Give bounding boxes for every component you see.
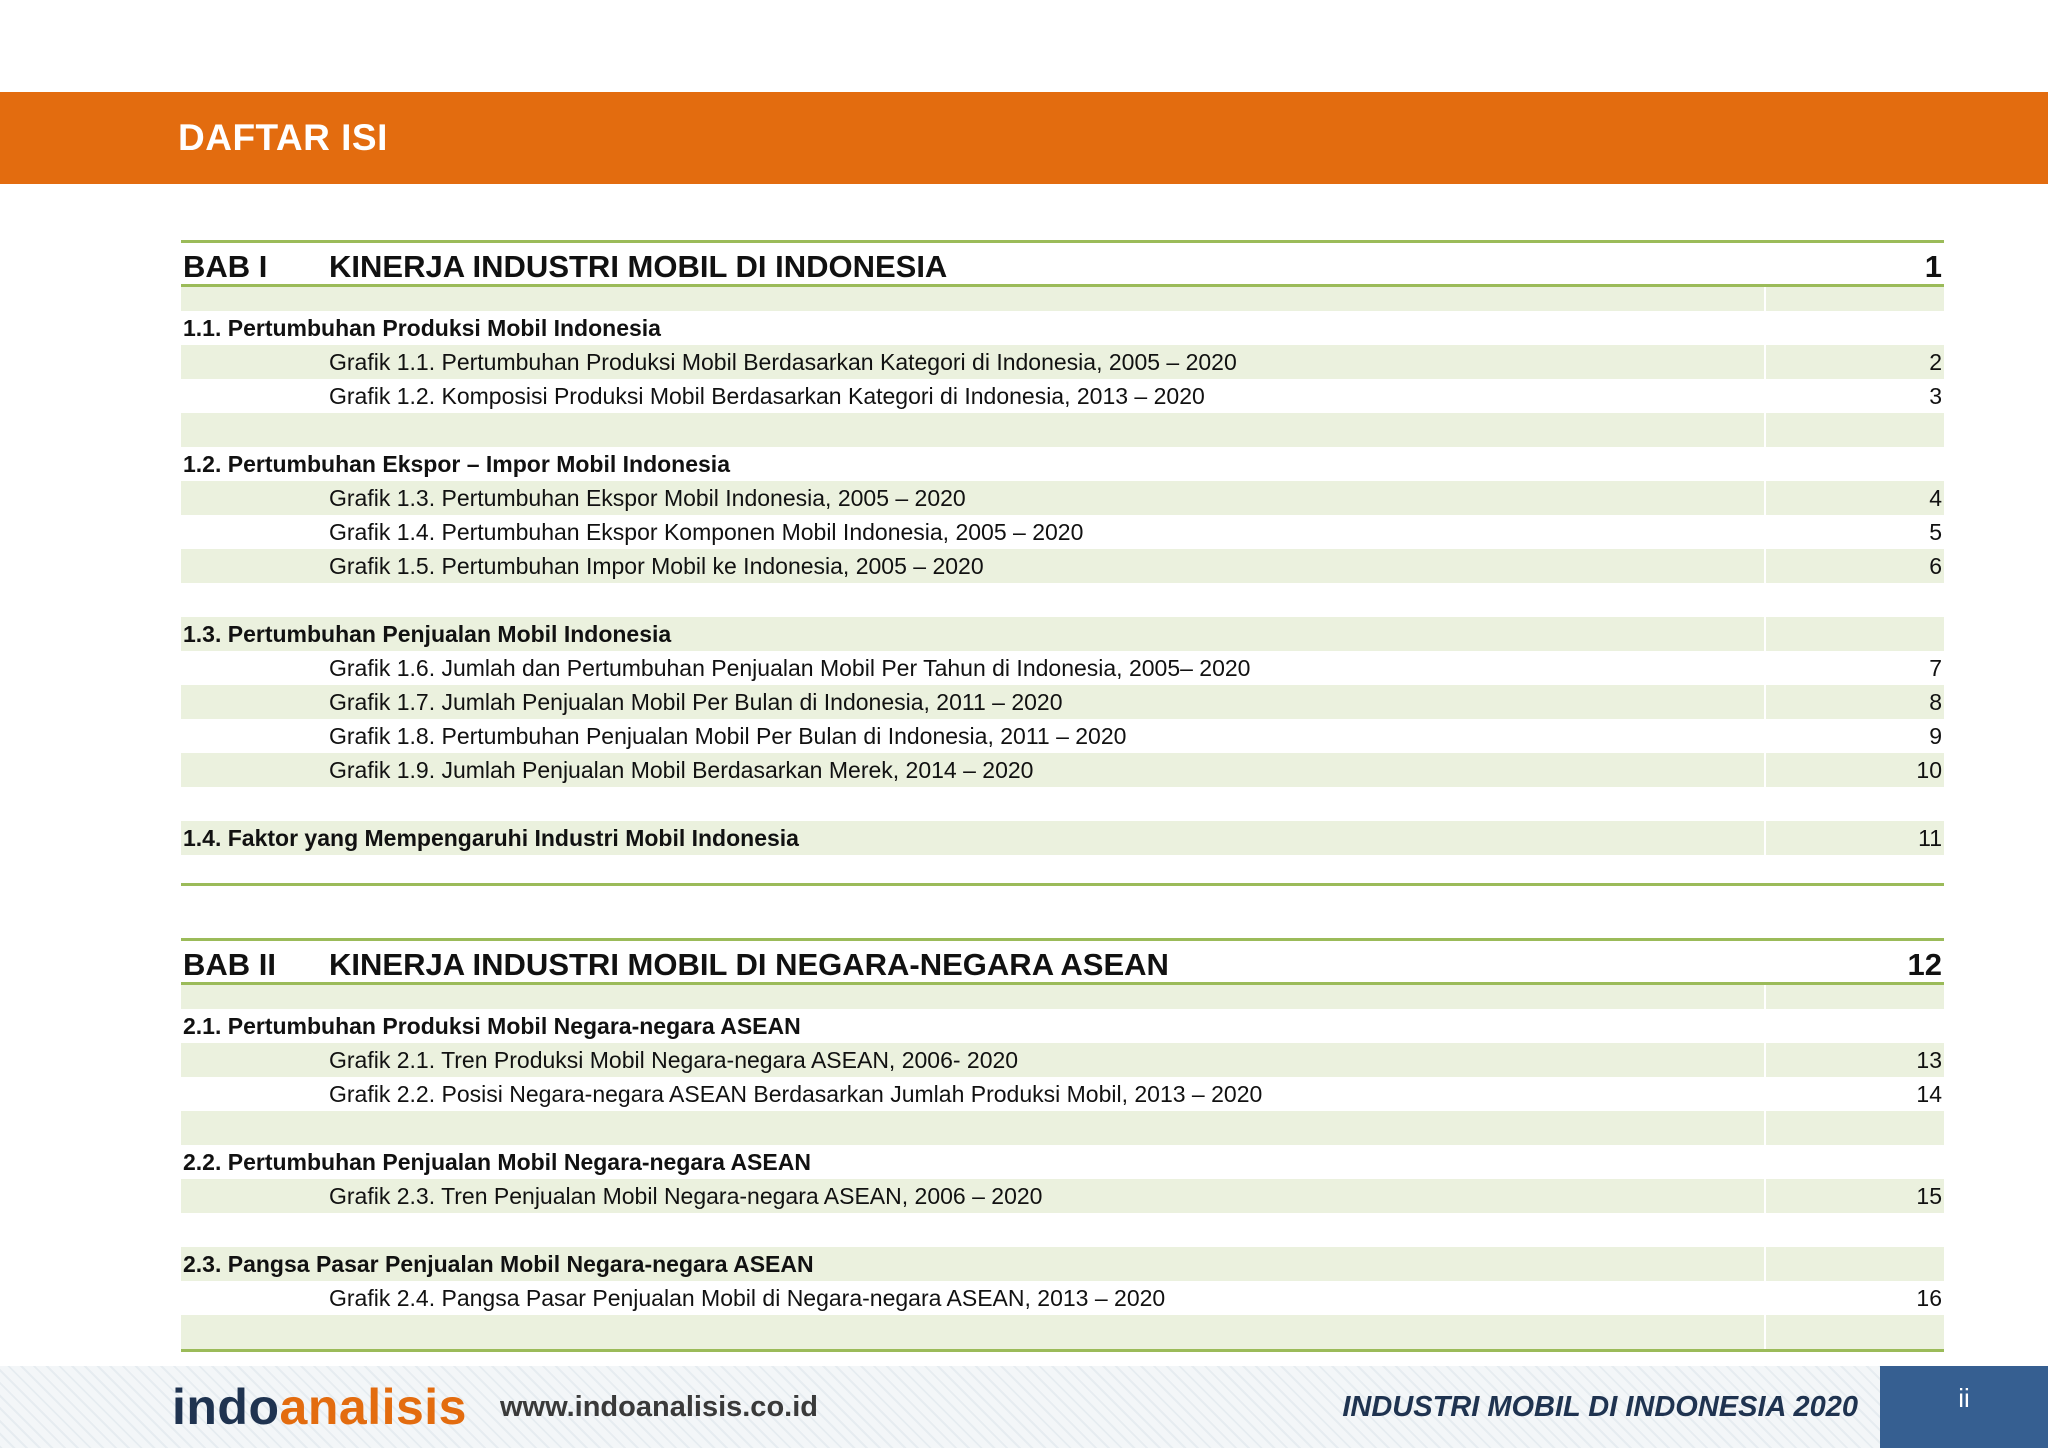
entry-title: Grafik 2.2. Posisi Negara-negara ASEAN Berdasarkan Jumlah Produksi Mobil, 2013 – 2020 — [329, 1081, 1263, 1107]
entry-page: 7 — [1929, 655, 1942, 681]
entry-page: 5 — [1929, 519, 1942, 545]
rule-bottom — [181, 883, 1944, 886]
entry-row[interactable] — [181, 345, 1944, 379]
entry-page: 15 — [1916, 1183, 1942, 1209]
chapter-title: KINERJA INDUSTRI MOBIL DI INDONESIA — [329, 249, 948, 284]
entry-row[interactable] — [181, 685, 1944, 719]
spacer-row — [181, 583, 1944, 617]
section-title: 1.4. Faktor yang Mempengaruhi Industri Mobil Indonesia — [183, 825, 799, 851]
page-number: ii — [1880, 1366, 2048, 1448]
spacer-row — [181, 985, 1944, 1009]
section-title: 1.3. Pertumbuhan Penjualan Mobil Indonesia — [183, 621, 672, 647]
chapter-page: 12 — [1907, 947, 1942, 982]
entry-row[interactable] — [181, 515, 1944, 549]
entry-row[interactable] — [181, 1077, 1944, 1111]
page-title: DAFTAR ISI — [178, 117, 388, 158]
entry-title: Grafik 1.9. Jumlah Penjualan Mobil Berdasarkan Merek, 2014 – 2020 — [329, 757, 1034, 783]
entry-title: Grafik 1.1. Pertumbuhan Produksi Mobil Berdasarkan Kategori di Indonesia, 2005 – 2020 — [329, 349, 1237, 375]
chapter-number: BAB I — [183, 249, 268, 284]
entry-title: Grafik 1.7. Jumlah Penjualan Mobil Per Bulan di Indonesia, 2011 – 2020 — [329, 689, 1063, 715]
logo-text-analisis: analisis — [279, 1379, 467, 1435]
website-link[interactable]: www.indoanalisis.co.id — [500, 1391, 818, 1423]
entry-title: Grafik 2.3. Tren Penjualan Mobil Negara-negara ASEAN, 2006 – 2020 — [329, 1183, 1043, 1209]
entry-row[interactable] — [181, 1179, 1944, 1213]
toc-bab-2 — [181, 938, 1944, 1358]
spacer-row — [181, 1315, 1944, 1349]
section-title: 1.1. Pertumbuhan Produksi Mobil Indonesia — [183, 315, 661, 341]
entry-row[interactable] — [181, 379, 1944, 413]
entry-row[interactable] — [181, 753, 1944, 787]
chapter-page: 1 — [1924, 249, 1942, 284]
entry-title: Grafik 2.1. Tren Produksi Mobil Negara-negara ASEAN, 2006- 2020 — [329, 1047, 1019, 1073]
entry-title: Grafik 2.4. Pangsa Pasar Penjualan Mobil di Negara-negara ASEAN, 2013 – 2020 — [329, 1285, 1166, 1311]
section-row[interactable] — [181, 617, 1944, 651]
entry-row[interactable] — [181, 651, 1944, 685]
entry-title: Grafik 1.6. Jumlah dan Pertumbuhan Penjualan Mobil Per Tahun di Indonesia, 2005– 2020 — [329, 655, 1251, 681]
section-row[interactable] — [181, 311, 1944, 345]
entry-page: 4 — [1929, 485, 1942, 511]
spacer-row — [181, 787, 1944, 821]
logo-text-indo: indo — [172, 1379, 280, 1435]
entry-title: Grafik 1.5. Pertumbuhan Impor Mobil ke Indonesia, 2005 – 2020 — [329, 553, 984, 579]
section-row[interactable] — [181, 1145, 1944, 1179]
spacer-row — [181, 287, 1944, 311]
spacer-row — [181, 413, 1944, 447]
entry-title: Grafik 1.3. Pertumbuhan Ekspor Mobil Indonesia, 2005 – 2020 — [329, 485, 966, 511]
entry-page: 6 — [1929, 553, 1942, 579]
rule-top — [181, 240, 1944, 243]
entry-page: 2 — [1929, 349, 1942, 375]
entry-title: Grafik 1.8. Pertumbuhan Penjualan Mobil Per Bulan di Indonesia, 2011 – 2020 — [329, 723, 1127, 749]
section-row[interactable] — [181, 447, 1944, 481]
footer — [0, 1366, 2048, 1448]
section-title: 1.2. Pertumbuhan Ekspor – Impor Mobil Indonesia — [183, 451, 730, 477]
entry-row[interactable] — [181, 1043, 1944, 1077]
entry-title: Grafik 1.2. Komposisi Produksi Mobil Berdasarkan Kategori di Indonesia, 2013 – 2020 — [329, 383, 1205, 409]
entry-page: 10 — [1916, 757, 1942, 783]
chapter-number: BAB II — [183, 947, 276, 982]
spacer-row — [181, 1213, 1944, 1247]
section-title: 2.2. Pertumbuhan Penjualan Mobil Negara-negara ASEAN — [183, 1149, 811, 1175]
chapter-title: KINERJA INDUSTRI MOBIL DI NEGARA-NEGARA ASEAN — [329, 947, 1169, 982]
entry-row[interactable] — [181, 549, 1944, 583]
entry-page: 8 — [1929, 689, 1942, 715]
toc-bab-1 — [181, 240, 1944, 890]
entry-title: Grafik 1.4. Pertumbuhan Ekspor Komponen Mobil Indonesia, 2005 – 2020 — [329, 519, 1084, 545]
section-page: 11 — [1918, 825, 1942, 851]
header-bar — [0, 92, 2048, 184]
rule-top — [181, 938, 1944, 941]
spacer-row — [181, 1111, 1944, 1145]
entry-page: 14 — [1916, 1081, 1942, 1107]
section-row[interactable] — [181, 1009, 1944, 1043]
entry-row[interactable] — [181, 719, 1944, 753]
section-row[interactable] — [181, 821, 1944, 855]
publication-title: INDUSTRI MOBIL DI INDONESIA 2020 — [1342, 1391, 1858, 1423]
rule-bottom — [181, 1349, 1944, 1352]
chapter-heading[interactable] — [181, 245, 1944, 289]
chapter-heading[interactable] — [181, 943, 1944, 987]
section-title: 2.3. Pangsa Pasar Penjualan Mobil Negara-negara ASEAN — [183, 1251, 814, 1277]
entry-page: 3 — [1929, 383, 1942, 409]
entry-row[interactable] — [181, 1281, 1944, 1315]
entry-page: 13 — [1916, 1047, 1942, 1073]
section-title: 2.1. Pertumbuhan Produksi Mobil Negara-negara ASEAN — [183, 1013, 801, 1039]
section-row[interactable] — [181, 1247, 1944, 1281]
brand-logo[interactable] — [172, 1372, 467, 1442]
entry-row[interactable] — [181, 481, 1944, 515]
entry-page: 16 — [1916, 1285, 1942, 1311]
entry-page: 9 — [1929, 723, 1942, 749]
